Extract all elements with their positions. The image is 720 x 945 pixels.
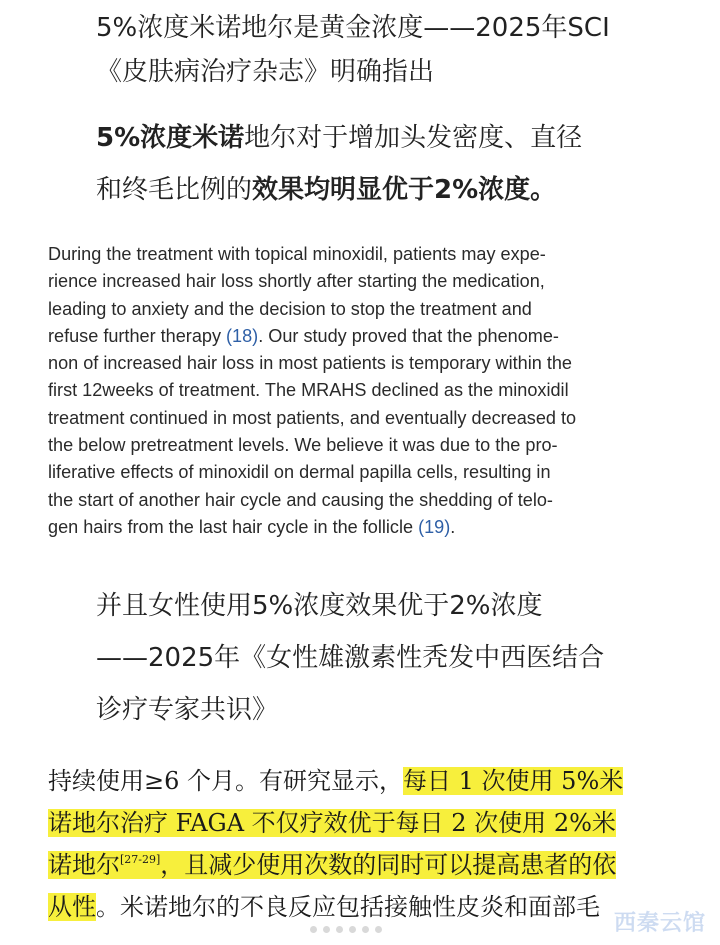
highlight: 诺地尔[27-29]，且减少使用次数的同时可以提高患者的依 — [48, 851, 617, 879]
highlight: 诺地尔治疗 FAGA 不仅疗效优于每日 2 次使用 2%米 — [48, 809, 616, 837]
heading-1-line-4: 和终毛比例的 — [96, 175, 253, 205]
excerpt-line: first 12weeks of treatment. The MRAHS declined as the minoxidil — [48, 380, 569, 401]
watermark-logo: 西秦云馆 — [613, 911, 706, 936]
citation-link-19[interactable]: (19) — [418, 516, 451, 537]
heading-1-line-2: 《皮肤病治疗杂志》明确指出 — [96, 57, 435, 87]
excerpt-line: non of increased hair loss in most patients is temporary within the — [48, 353, 572, 374]
excerpt-line: the below pretreatment levels. We believe it was due to the pro- — [48, 435, 558, 456]
dot[interactable] — [336, 926, 343, 933]
cn-line-3 — [48, 844, 708, 886]
highlight: 每日 1 次使用 5%米 — [403, 767, 624, 795]
heading-2-line-3: 诊疗专家共识》 — [96, 695, 279, 725]
cn-line-1: 持续使用≥6 个月。有研究显示，每日 1 次使用 5%米 — [48, 767, 624, 795]
bold-phrase-5pct: 5%浓度米诺 — [96, 123, 245, 153]
heading-1-emphasis — [96, 112, 696, 216]
excerpt-line: liferative effects of minoxidil on dermal papilla cells, resulting in — [48, 462, 551, 483]
excerpt-line: the start of another hair cycle and causing the shedding of telo- — [48, 489, 553, 510]
highlight: 从性 — [48, 893, 96, 921]
english-excerpt — [48, 241, 704, 541]
bold-phrase-conclusion: 效果均明显优于2%浓度。 — [252, 175, 557, 205]
excerpt-line: gen hairs from the last hair cycle in the follicle (19). — [48, 516, 456, 537]
cn-line-2 — [48, 802, 708, 844]
heading-1-line-3: 地尔对于增加头发密度、直径 — [244, 123, 583, 153]
dot[interactable] — [375, 926, 382, 933]
excerpt-line: During the treatment with topical minoxidil, patients may expe- — [48, 244, 546, 264]
excerpt-line: rience increased hair loss shortly after starting the medication, — [48, 271, 545, 292]
dot[interactable] — [349, 926, 356, 933]
dot[interactable] — [362, 926, 369, 933]
heading-1-line-1: 5%浓度米诺地尔是黄金浓度——2025年SCI — [96, 13, 610, 43]
dot[interactable] — [310, 926, 317, 933]
heading-2-line-2: ——2025年《女性雄激素性秃发中西医结合 — [96, 643, 605, 673]
dot[interactable] — [323, 926, 330, 933]
carousel-dots[interactable] — [310, 926, 382, 933]
heading-2-line-1: 并且女性使用5%浓度效果优于2%浓度 — [96, 591, 543, 621]
excerpt-line: leading to anxiety and the decision to stop the treatment and — [48, 298, 532, 319]
chinese-excerpt — [48, 760, 708, 928]
cn-line-4: 从性。米诺地尔的不良反应包括接触性皮炎和面部毛 — [48, 893, 600, 921]
heading-1 — [96, 6, 696, 94]
citation-superscript: [27-29] — [120, 853, 161, 866]
excerpt-line: refuse further therapy (18). Our study proved that the phenome- — [48, 325, 559, 346]
excerpt-line: treatment continued in most patients, and eventually decreased to — [48, 407, 577, 428]
heading-2 — [96, 580, 696, 736]
citation-link-18[interactable]: (18) — [226, 325, 259, 346]
